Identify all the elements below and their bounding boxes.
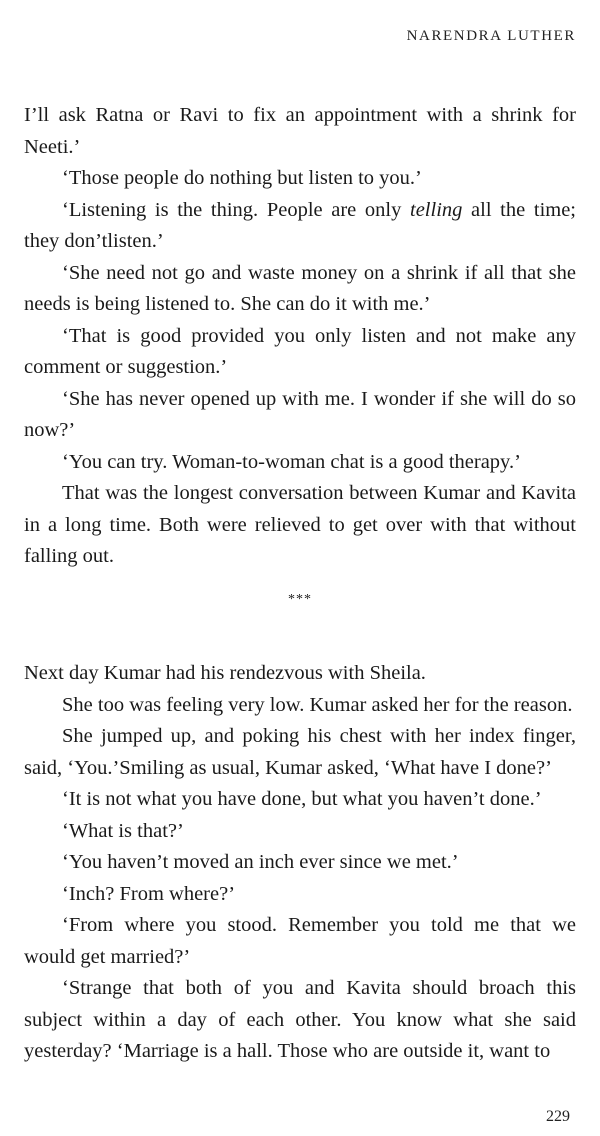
- emphasis-text: telling: [410, 198, 463, 221]
- paragraph: ‘Inch? From where?’: [62, 882, 236, 905]
- paragraph: ‘Strange that both of you and Kavita should broach this subject within a day of each other. You know what she said yesterday? ‘Marriage is a hall. Those who are outside it, want to: [24, 977, 576, 1062]
- paragraph-text: ‘Listening is the thing. People are only: [62, 198, 411, 221]
- paragraph: ‘What is that?’: [62, 819, 184, 842]
- paragraph: ‘From where you stood. Remember you told me that we would get married?’: [24, 914, 576, 968]
- paragraph: That was the longest conversation between Kumar and Kavita in a long time. Both were relieved to get over with that without falling out.: [24, 482, 576, 567]
- section-separator: ***: [288, 592, 312, 607]
- paragraph: ‘You haven’t moved an inch ever since we met.’: [62, 851, 459, 873]
- paragraph: She too was feeling very low. Kumar asked her for the reason.: [62, 693, 573, 716]
- page-number: 229: [546, 1108, 570, 1125]
- text-section-2: [24, 658, 576, 1068]
- paragraph: She jumped up, and poking his chest with her index finger, said, ‘You.’Smiling as usual, Kumar asked, ‘What have I done?’: [24, 725, 576, 779]
- paragraph: ‘That is good provided you only listen and not make any comment or suggestion.’: [24, 324, 576, 378]
- paragraph: Next day Kumar had his rendezvous with Sheila.: [24, 662, 426, 684]
- running-head: NARENDRA LUTHER: [406, 28, 576, 44]
- paragraph: I’ll ask Ratna or Ravi to fix an appointment with a shrink for Neeti.’: [24, 104, 576, 158]
- paragraph: ‘It is not what you have done, but what you haven’t done.’: [62, 788, 542, 810]
- paragraph: ‘Those people do nothing but listen to you.’: [62, 167, 422, 189]
- paragraph: [24, 195, 576, 258]
- text-section-1: [24, 100, 576, 573]
- paragraph-text: all the time; they don’tlisten.’: [24, 198, 576, 252]
- paragraph: ‘She need not go and waste money on a shrink if all that she needs is being listened to. She can do it with me.’: [24, 261, 576, 315]
- paragraph: ‘You can try. Woman-to-woman chat is a good therapy.’: [62, 450, 521, 473]
- paragraph: ‘She has never opened up with me. I wonder if she will do so now?’: [24, 387, 576, 441]
